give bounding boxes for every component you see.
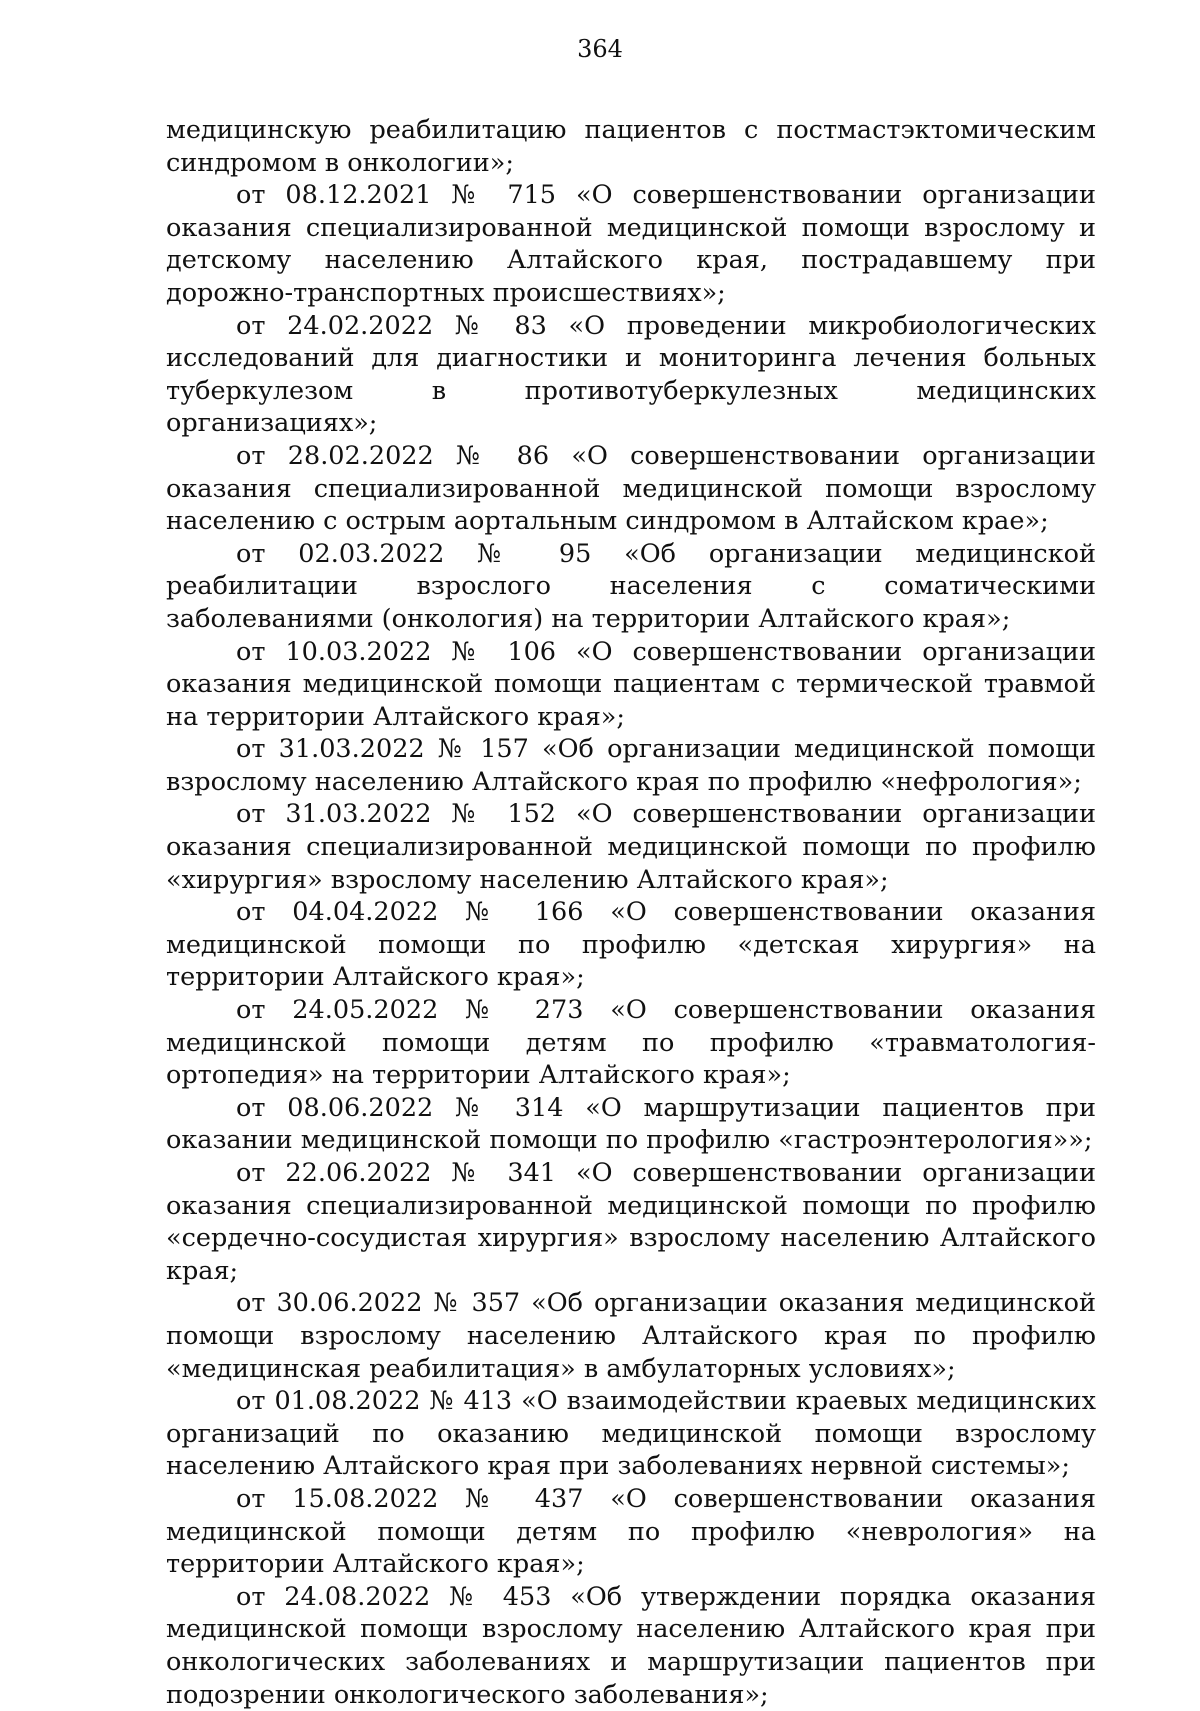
paragraph-order-157: от 31.03.2022 № 157 «Об организации медицинской помощи взрослому населению Алтайского края по профилю «нефрология»; xyxy=(166,734,1096,797)
paragraph-order-314: от 08.06.2022 № 314 «О маршрутизации пациентов при оказании медицинской помощи по профилю «гастроэнтерология»»; xyxy=(166,1092,1096,1156)
paragraph-order-95: от 02.03.2022 № 95 «Об организации медицинской реабилитации взрослого населения с соматическими заболеваниями (онкология) на территории Алтайского края»; xyxy=(166,538,1096,634)
paragraph-order-413: от 01.08.2022 № 413 «О взаимодействии краевых медицинских организаций по оказанию медицинской помощи взрослому населению Алтайского края при заболеваниях нервной системы»; xyxy=(166,1386,1096,1482)
document-body xyxy=(166,114,1096,1711)
paragraph-order-715: от 08.12.2021 № 715 «О совершенствовании организации оказания специализированной медицинской помощи взрослому и детскому населению Алтайского края, пострадавшему при дорожно-транспортных происшествиях»; xyxy=(166,180,1096,308)
paragraph-order-273: от 24.05.2022 № 273 «О совершенствовании оказания медицинской помощи детям по профилю «травматология-ортопедия» на территории Алтайского края»; xyxy=(166,995,1096,1091)
paragraph-continuation: медицинскую реабилитацию пациентов с постмастэктомическим синдромом в онкологии»; xyxy=(166,115,1096,178)
paragraph-order-341: от 22.06.2022 № 341 «О совершенствовании организации оказания специализированной медицинской помощи по профилю «сердечно-сосудистая хирургия» взрослому населению Алтайского края; xyxy=(166,1158,1096,1286)
paragraph-order-166: от 04.04.2022 № 166 «О совершенствовании оказания медицинской помощи по профилю «детская хирургия» на территории Алтайского края»; xyxy=(166,897,1096,993)
paragraph-order-106: от 10.03.2022 № 106 «О совершенствовании организации оказания медицинской помощи пациентам с термической травмой на территории Алтайского края»; xyxy=(166,636,1096,732)
paragraph-order-357: от 30.06.2022 № 357 «Об организации оказания медицинской помощи взрослому населению Алтайского края по профилю «медицинская реабилитация» в амбулаторных условиях»; xyxy=(166,1288,1096,1384)
paragraph-order-453: от 24.08.2022 № 453 «Об утверждении порядка оказания медицинской помощи взрослому населению Алтайского края при онкологических заболеваниях и маршрутизации пациентов при подозрении онкологического заболевания»; xyxy=(166,1581,1096,1710)
paragraph-order-437: от 15.08.2022 № 437 «О совершенствовании оказания медицинской помощи детям по профилю «неврология» на территории Алтайского края»; xyxy=(166,1483,1096,1580)
page-number: 364 xyxy=(577,35,623,63)
paragraph-order-83: от 24.02.2022 № 83 «О проведении микробиологических исследований для диагностики и мониторинга лечения больных туберкулезом в противотуберкулезных медицинских организациях»; xyxy=(166,310,1096,439)
paragraph-order-86: от 28.02.2022 № 86 «О совершенствовании организации оказания специализированной медицинской помощи взрослому населению с острым аортальным синдромом в Алтайском крае»; xyxy=(166,440,1096,537)
paragraph-order-152: от 31.03.2022 № 152 «О совершенствовании организации оказания специализированной медицинской помощи по профилю «хирургия» взрослому населению Алтайского края»; xyxy=(166,799,1096,895)
